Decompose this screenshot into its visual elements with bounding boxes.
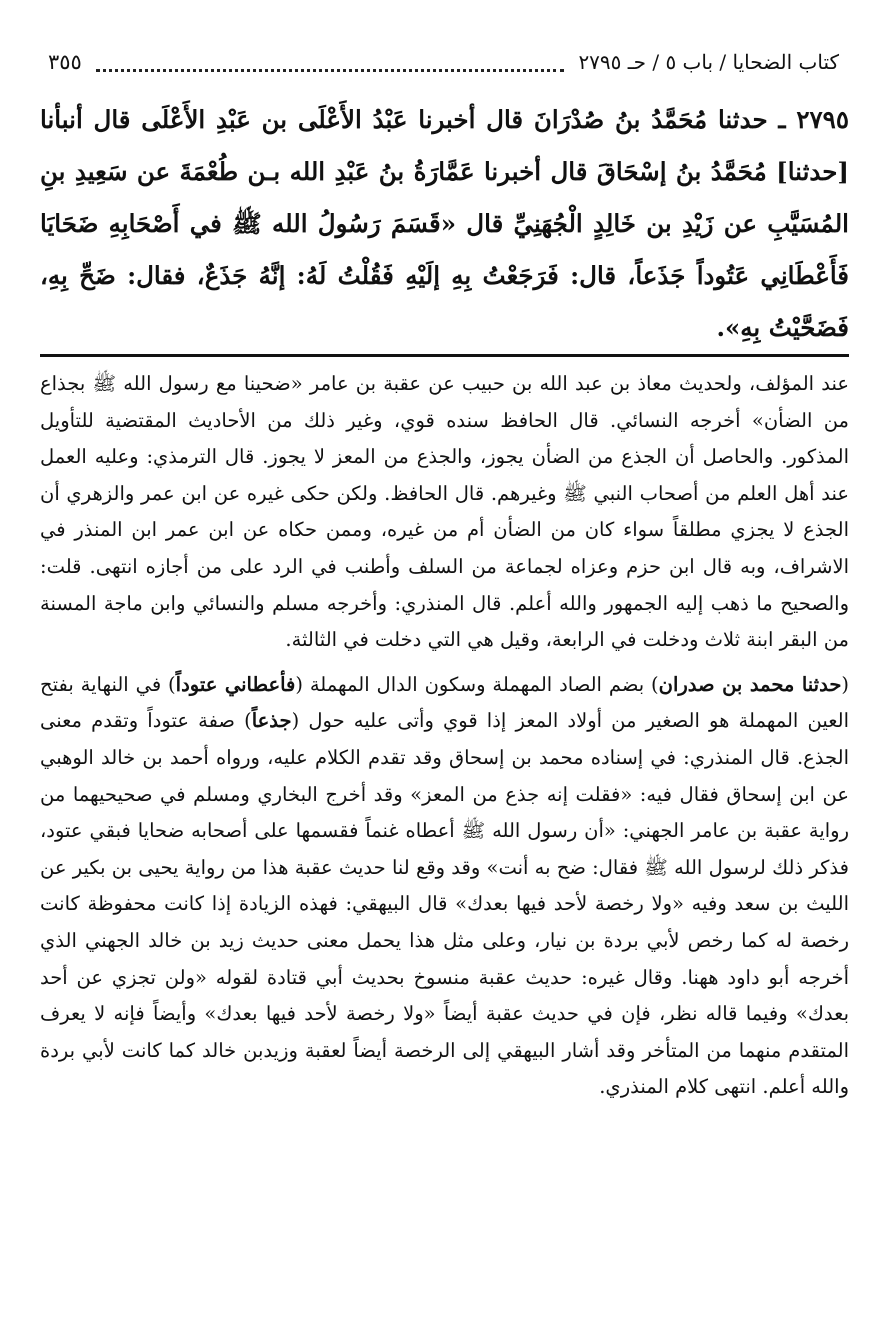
page-number: ٣٥٥ (48, 50, 82, 74)
paren-open: ( (841, 672, 849, 696)
page-header (48, 42, 839, 82)
dotted-leader (96, 63, 565, 72)
commentary-text-3: ) صفة عتوداً وتقدم معنى الجذع. قال المنذري: في إسناده محمد بن إسحاق وقد تقدم الكلام عليه، ورواه أحمد بن خالد الوهبي عن ابن إسحاق فقال فيه: «فقلت إنه جذع من المعز» وقد أخرج البخاري ومسلم في صحيحيهما من رواية عقبة بن عامر الجهني: «أن رسول الله ﷺ أعطاه غنماً فقسمها على أصحابه ضحايا فبقي عتود، فذكر ذلك لرسول الله ﷺ فقال: ضح به أنت» وقد وقع لنا حديث عقبة هذا من رواية يحيى بن بكير عن الليث بن سعد وفيه «ولا رخصة لأحد فيها بعدك» قال البيهقي: فهذه الزيادة إذا كانت محفوظة كانت رخصة له كما رخص لأبي بردة بن نيار، وعلى مثل هذا يحمل معنى حديث زيد بن خالد الجهني الذي أخرجه أبو داود ههنا. وقال غيره: حديث عقبة منسوخ بحديث أبي قتادة لقوله «ولن تجزي عن أحد بعدك» وفيما قاله نظر، فإن في حديث عقبة أيضاً «ولا رخصة لأحد فيها بعدك» وأيضاً فإنه لا يعرف المتقدم منهما من المتأخر وقد أشار البيهقي إلى الرخصة أيضاً لعقبة وزيدبن خالد كما كانت لأبي بردة والله أعلم. انتهى كلام المنذري. (40, 709, 849, 1099)
hadith-number: ٢٧٩٥ (796, 105, 849, 134)
hadith-body: ـ حدثنا مُحَمَّدُ بنُ صُدْرَانَ قال أخبرنا عَبْدُ الأَعْلَى بن عَبْدِ الأَعْلَى قال أنبأنا [حدثنا] مُحَمَّدُ بنُ إسْحَاقَ قال أخبرنا عَمَّارَةُ بنُ عَبْدِ الله بـن طُعْمَةَ عن سَعِيدِ بنِ المُسَيَّبِ عن زَيْدِ بن خَالِدٍ الْجُهَنِيِّ قال «قَسَمَ رَسُولُ الله ﷺ في أَصْحَابِهِ ضَحَايَا فَأَعْطَانِي عَتُوداً جَذَعاً، قال: فَرَجَعْتُ بِهِ إلَيْهِ فَقُلْتُ لَهُ: إنَّهُ جَذَعٌ، فقال: ضَحِّ بِهِ، فَضَحَّيْتُ بِهِ». (40, 105, 849, 342)
section-divider (40, 354, 849, 357)
lemma-atud: فأعطاني عتوداً (175, 672, 296, 696)
lemma-narrator: حدثنا محمد بن صدران (658, 672, 842, 696)
hadith-text (40, 94, 849, 354)
commentary-paragraph-2 (40, 667, 849, 1106)
commentary-paragraph-1: عند المؤلف، ولحديث معاذ بن عبد الله بن حبيب عن عقبة بن عامر «ضحينا مع رسول الله ﷺ بجذاع من الضأن» أخرجه النسائي. قال الحافظ سنده قوي، وغير ذلك من الأحاديث المقتضية للتأويل المذكور. والحاصل أن الجذع من الضأن يجوز، والجذع من المعز لا يجوز. قال الترمذي: وعليه العمل عند أهل العلم من أصحاب النبي ﷺ وغيرهم. قال الحافظ. ولكن حكى غيره عن ابن عمر والزهري أن الجذع لا يجزي مطلقاً سواء كان من الضأن أم من غيره، وممن حكاه عن ابن عمر ابن المنذر في الاشراف، وبه قال ابن حزم وعزاه لجماعة من السلف وأطنب في الرد على من أجازه انتهى. قلت: والصحيح ما ذهب إليه الجمهور والله أعلم. قال المنذري: وأخرجه مسلم والنسائي وابن ماجة المسنة من البقر ابنة ثلاث ودخلت في الرابعة، وقيل هي التي دخلت في الثالثة. (40, 372, 849, 652)
running-title: كتاب الضحايا / باب ٥ / حـ ٢٧٩٥ (578, 50, 839, 74)
lemma-jadhaa: جذعاً (251, 709, 292, 733)
commentary (40, 366, 849, 1106)
commentary-text-2: ) في النهاية بفتح العين المهملة هو الصغير من أولاد المعز إذا قوي وأتى عليه حول ( (40, 672, 849, 733)
commentary-text-1: ) بضم الصاد المهملة وسكون الدال المهملة ( (295, 672, 659, 696)
